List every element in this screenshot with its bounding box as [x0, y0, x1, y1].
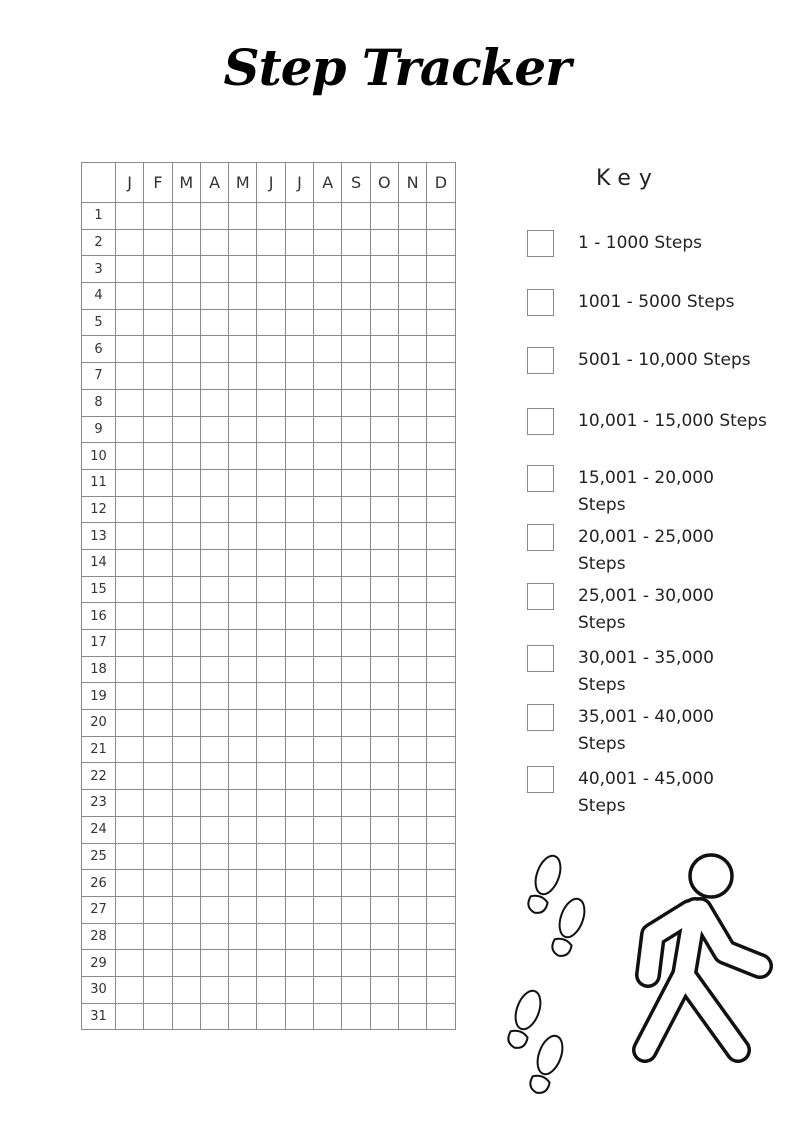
day-label: 31	[82, 1003, 116, 1030]
month-header: M	[229, 163, 257, 203]
key-label: 5001 - 10,000 Steps	[578, 350, 751, 370]
day-label: 30	[82, 976, 116, 1003]
key-label: 35,001 - 40,000 Steps	[578, 707, 714, 754]
day-label: 22	[82, 763, 116, 790]
month-header: M	[172, 163, 200, 203]
month-header: A	[314, 163, 342, 203]
month-header: N	[398, 163, 426, 203]
footprints-icon	[504, 852, 589, 1096]
day-label: 5	[82, 309, 116, 336]
day-label: 25	[82, 843, 116, 870]
day-label: 24	[82, 816, 116, 843]
page-title: Step Tracker	[223, 38, 571, 97]
day-label: 9	[82, 416, 116, 443]
day-label: 3	[82, 256, 116, 283]
day-label: 16	[82, 603, 116, 630]
day-label: 29	[82, 950, 116, 977]
key-label: 1001 - 5000 Steps	[578, 292, 735, 312]
day-label: 26	[82, 870, 116, 897]
month-header: J	[116, 163, 144, 203]
month-header: A	[200, 163, 228, 203]
day-label: 19	[82, 683, 116, 710]
day-label: 27	[82, 896, 116, 923]
day-label: 4	[82, 283, 116, 310]
day-label: 20	[82, 710, 116, 737]
month-header: J	[257, 163, 285, 203]
walking-person-icon	[645, 855, 760, 1050]
day-label: 14	[82, 549, 116, 576]
month-header: S	[342, 163, 370, 203]
day-label: 11	[82, 469, 116, 496]
day-label: 15	[82, 576, 116, 603]
key-label: 15,001 - 20,000 Steps	[578, 468, 714, 515]
day-label: 13	[82, 523, 116, 550]
day-label: 7	[82, 363, 116, 390]
key-label: 1 - 1000 Steps	[578, 233, 702, 253]
day-label: 2	[82, 229, 116, 256]
day-label: 12	[82, 496, 116, 523]
key-label: 10,001 - 15,000 Steps	[578, 411, 767, 431]
key-label: 25,001 - 30,000 Steps	[578, 586, 714, 633]
day-label: 10	[82, 443, 116, 470]
month-header: F	[144, 163, 172, 203]
day-label: 21	[82, 736, 116, 763]
key-label: 20,001 - 25,000 Steps	[578, 527, 714, 574]
day-label: 1	[82, 203, 116, 230]
day-label: 17	[82, 630, 116, 657]
month-header: D	[427, 163, 455, 203]
month-header: O	[370, 163, 398, 203]
key-title: Key	[596, 166, 660, 191]
day-label: 8	[82, 389, 116, 416]
day-label: 23	[82, 790, 116, 817]
day-label: 6	[82, 336, 116, 363]
day-label: 18	[82, 656, 116, 683]
key-label: 40,001 - 45,000 Steps	[578, 769, 714, 816]
day-label: 28	[82, 923, 116, 950]
month-header: J	[285, 163, 313, 203]
key-label: 30,001 - 35,000 Steps	[578, 648, 714, 695]
